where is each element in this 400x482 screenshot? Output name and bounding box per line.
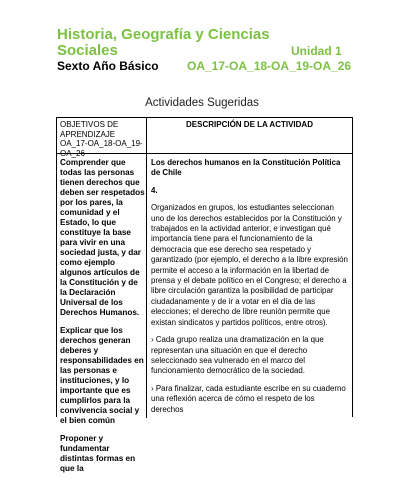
- objective-item: Explicar que los derechos generan deberes y responsabilidades en las personas e instituciones, y lo importante que es cumplirlos para la convivencia social y el bien común: [60, 326, 144, 425]
- document-title-line-1: Historia, Geografía y Ciencias: [57, 26, 270, 43]
- document-title-line-2: Sociales: [57, 42, 118, 59]
- oa-codes-label: OA_17-OA_18-OA_19-OA_26: [187, 59, 352, 73]
- objectives-cell: [60, 158, 145, 482]
- grade-label: Sexto Año Básico: [57, 59, 159, 73]
- table-column-divider: [146, 118, 147, 418]
- objective-item: Proponer y fundamentar distintas formas en que la: [60, 434, 136, 473]
- unit-label: Unidad 1: [291, 44, 342, 58]
- activities-table: [56, 117, 353, 473]
- objectives-column-header: OBJETIVOS DE APRENDIZAJE OA_17-OA_18-OA_19-OA_26: [60, 120, 143, 158]
- activity-paragraph: › Cada grupo realiza una dramatización en la que representan una situación en que el derecho seleccionado sea vulnerado en el marco del funcionamiento democrático de la sociedad.: [151, 335, 324, 376]
- activity-description-cell: [151, 158, 349, 422]
- activity-paragraph: Organizados en grupos, los estudiantes seleccionan uno de los derechos establecidos por la Constitución y trabajados en la actividad anterior, e investigan qué importancia tiene para el funcionamiento de la democracia que ese derecho sea respetado y garantizado (por ejemplo, el derecho a la libre expresión permite el acceso a la información en la libertad de prensa y el debate político en el Congreso; el derecho a libre circulación garantiza la posibilidad de participar ciudadanamente y de ir a votar en el día de las elecciones; el derecho de libre reunión permite que existan sindicatos y partidos políticos, entre otros).: [151, 203, 348, 327]
- section-heading-text: Actividades Sugeridas: [145, 97, 259, 109]
- objective-item: Comprender que todas las personas tienen derechos que deben ser respetados por los pares, la comunidad y el Estado, lo que constituye la base para vivir en una sociedad justa, y dar como ejemplo algunos artículos de la Constitución y de la Declaración Universal de los Derechos Humanos.: [60, 158, 145, 317]
- activity-title: Los derechos humanos en la Constitución Política de Chile: [151, 158, 341, 178]
- section-heading: [0, 96, 400, 110]
- description-column-header: DESCRIPCIÓN DE LA ACTIVIDAD: [186, 120, 313, 129]
- activity-number: 4.: [151, 185, 158, 195]
- activity-paragraph: › Para finalizar, cada estudiante escribe en su cuaderno una reflexión acerca de cómo el respeto de los derechos: [151, 383, 346, 414]
